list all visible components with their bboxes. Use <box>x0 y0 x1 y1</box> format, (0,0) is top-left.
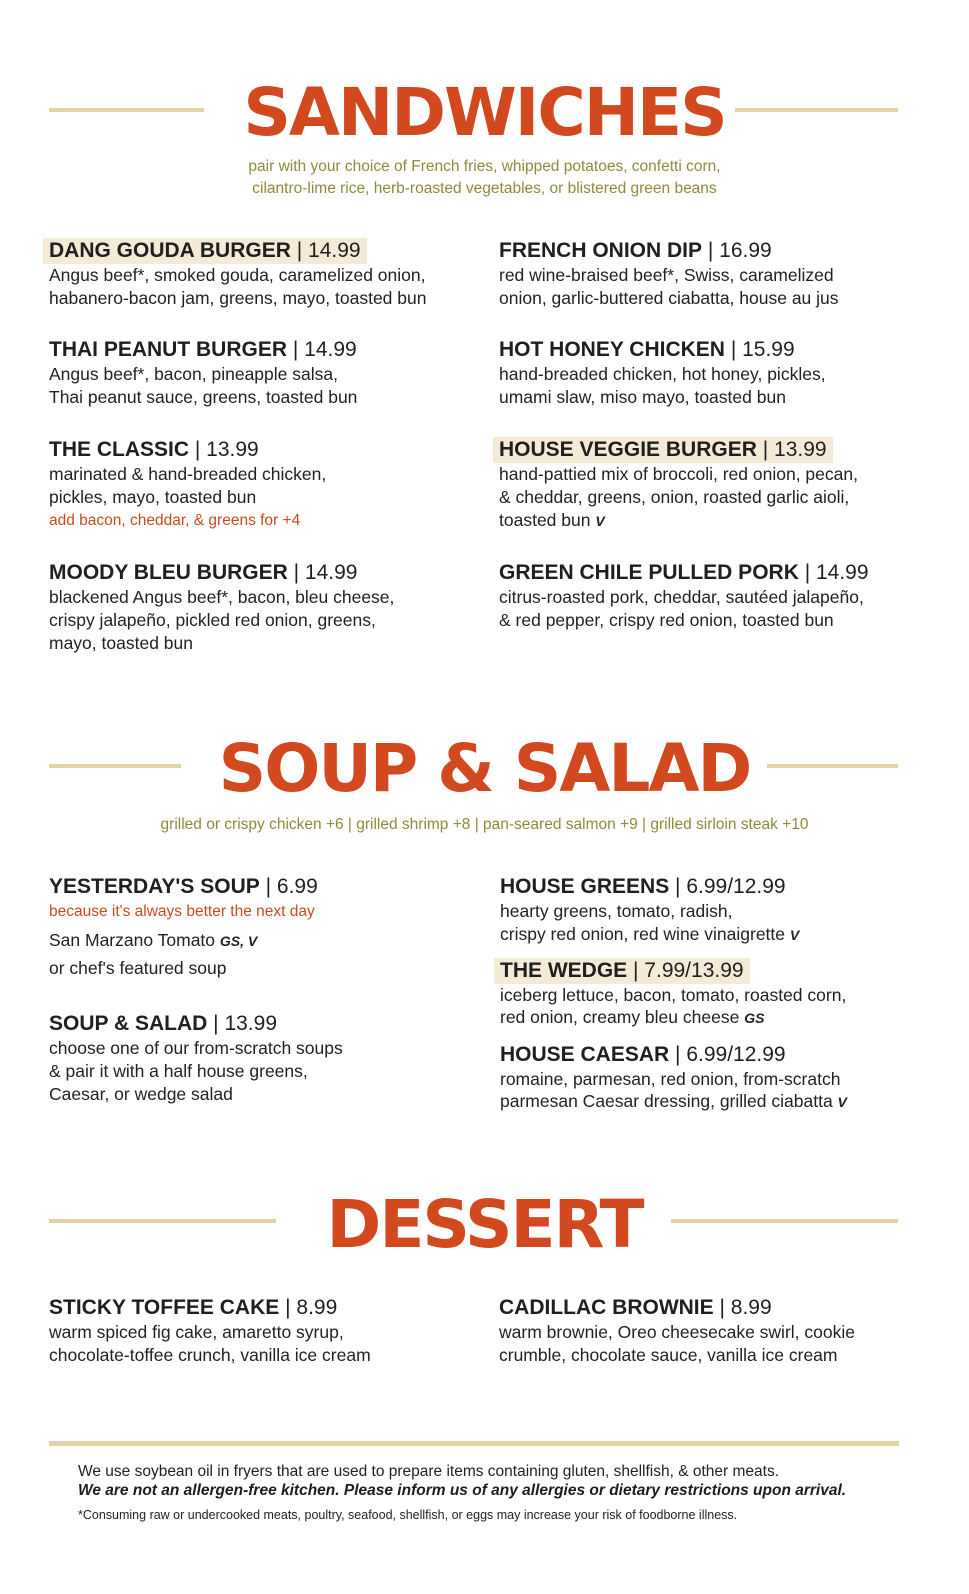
item-title <box>499 560 869 586</box>
menu-item-moody-bleu-burger <box>49 560 469 655</box>
item-name: YESTERDAY'S SOUP <box>49 875 260 898</box>
item-name: GREEN CHILE PULLED PORK <box>499 561 799 584</box>
item-desc-line: or chef's featured soup <box>49 958 227 978</box>
item-desc-line: Angus beef*, smoked gouda, caramelized onion, <box>49 265 426 285</box>
item-title <box>500 874 786 900</box>
item-name: HOUSE VEGGIE BURGER <box>499 438 757 461</box>
item-desc-line: pickles, mayo, toasted bun <box>49 487 257 507</box>
item-desc-text: toasted bun <box>499 510 591 530</box>
dietary-tag: V <box>789 927 800 943</box>
item-price: | 8.99 <box>719 1296 772 1319</box>
menu-item-house-caesar <box>500 1042 920 1113</box>
item-desc-line: umami slaw, miso mayo, toasted bun <box>499 387 786 407</box>
menu-item-thai-peanut-burger <box>49 337 469 409</box>
subtitle-line: pair with your choice of French fries, whipped potatoes, confetti corn, <box>248 158 721 175</box>
item-title <box>49 1011 277 1037</box>
dietary-tag: V <box>595 513 605 529</box>
item-title <box>499 238 772 264</box>
item-title <box>49 437 259 463</box>
item-title <box>49 1295 337 1321</box>
item-price: | 14.99 <box>804 561 869 584</box>
menu-item-yesterdays-soup <box>49 874 469 980</box>
item-name: FRENCH ONION DIP <box>499 239 703 262</box>
item-name: SOUP & SALAD <box>49 1012 208 1035</box>
item-name: STICKY TOFFEE CAKE <box>49 1296 280 1319</box>
subtitle-line: cilantro-lime rice, herb-roasted vegetables, or blistered green beans <box>252 180 717 197</box>
item-desc-line: blackened Angus beef*, bacon, bleu cheese, <box>49 587 395 607</box>
item-desc-text: red onion, creamy bleu cheese <box>500 1007 740 1027</box>
item-name: CADILLAC BROWNIE <box>499 1296 714 1319</box>
item-desc-line: hand-breaded chicken, hot honey, pickles, <box>499 364 826 384</box>
item-title <box>493 437 833 463</box>
allergen-notice <box>78 1462 908 1524</box>
item-name: THE WEDGE <box>500 959 628 982</box>
item-desc-line: & cheddar, greens, onion, roasted garlic aioli, <box>499 487 850 507</box>
item-desc-line: citrus-roasted pork, cheddar, sautéed jalapeño, <box>499 587 864 607</box>
item-addon: add bacon, cheddar, & greens for +4 <box>49 512 301 529</box>
item-desc-line: mayo, toasted bun <box>49 633 193 653</box>
item-desc-line: warm spiced fig cake, amaretto syrup, <box>49 1322 344 1342</box>
item-desc-text: San Marzano Tomato <box>49 930 216 950</box>
item-desc-line: & pair it with a half house greens, <box>49 1061 308 1081</box>
menu-item-soup-and-salad <box>49 1011 469 1106</box>
menu-item-the-classic <box>49 437 469 532</box>
item-price: | 6.99/12.99 <box>675 1043 786 1066</box>
item-desc-line: crispy jalapeño, pickled red onion, greens, <box>49 610 376 630</box>
item-name: HOT HONEY CHICKEN <box>499 338 725 361</box>
item-desc-line: & red pepper, crispy red onion, toasted bun <box>499 610 834 630</box>
item-name: THE CLASSIC <box>49 438 190 461</box>
item-title <box>499 337 795 363</box>
consumption-disclaimer: *Consuming raw or undercooked meats, poultry, seafood, shellfish, or eggs may increase your risk of foodborne illness. <box>78 1508 738 1522</box>
dessert-heading: DESSERT <box>326 1186 643 1263</box>
menu-item-cadillac-brownie <box>499 1295 919 1367</box>
item-price: | 14.99 <box>292 338 357 361</box>
allergen-warning: We are not an allergen-free kitchen. Please inform us of any allergies or dietary restrictions upon arrival. <box>78 1482 847 1499</box>
item-desc-line: red wine-braised beef*, Swiss, caramelized <box>499 265 834 285</box>
item-price: | 13.99 <box>762 438 827 461</box>
item-note: because it's always better the next day <box>49 903 315 920</box>
item-desc-line <box>499 509 919 533</box>
item-title <box>49 337 357 363</box>
dietary-tag: GS <box>744 1010 765 1026</box>
item-desc-text: parmesan Caesar dressing, grilled ciabatta <box>500 1091 833 1111</box>
item-title <box>499 1295 772 1321</box>
item-desc-line: romaine, parmesan, red onion, from-scratch <box>500 1069 841 1089</box>
item-title <box>500 1042 786 1068</box>
footer-divider <box>49 1441 899 1446</box>
item-desc-line: onion, garlic-buttered ciabatta, house au jus <box>499 288 839 308</box>
item-price: | 14.99 <box>293 561 358 584</box>
item-price: | 15.99 <box>730 338 795 361</box>
menu-item-french-onion-dip <box>499 238 919 310</box>
item-desc-line: choose one of our from-scratch soups <box>49 1038 343 1058</box>
item-price: | 13.99 <box>213 1012 277 1035</box>
menu-item-house-veggie-burger <box>499 437 919 533</box>
item-desc-line: Angus beef*, bacon, pineapple salsa, <box>49 364 338 384</box>
item-price: | 6.99/12.99 <box>675 875 786 898</box>
sandwiches-heading: SANDWICHES <box>243 74 726 151</box>
item-price: | 16.99 <box>707 239 772 262</box>
item-desc-line: habanero-bacon jam, greens, mayo, toasted bun <box>49 288 427 308</box>
item-price: | 7.99/13.99 <box>633 959 744 982</box>
item-title <box>494 958 750 984</box>
item-desc-line <box>500 1006 940 1029</box>
item-title <box>49 874 318 900</box>
item-desc-line: marinated & hand-breaded chicken, <box>49 464 327 484</box>
menu-item-green-chile-pulled-pork <box>499 560 939 632</box>
item-desc-line <box>500 1090 920 1113</box>
item-desc-line: iceberg lettuce, bacon, tomato, roasted corn, <box>500 985 847 1005</box>
item-name: THAI PEANUT BURGER <box>49 338 288 361</box>
item-desc-line: warm brownie, Oreo cheesecake swirl, cookie <box>499 1322 855 1342</box>
item-title <box>49 560 357 586</box>
item-desc-line <box>500 923 920 947</box>
dietary-tag: GS, V <box>219 933 258 949</box>
item-price: | 13.99 <box>194 438 259 461</box>
menu-item-house-greens <box>500 874 920 947</box>
fryer-oil-notice: We use soybean oil in fryers that are used to prepare items containing gluten, shellfish, & other meats. <box>78 1463 780 1480</box>
item-name: MOODY BLEU BURGER <box>49 561 288 584</box>
item-name: HOUSE CAESAR <box>500 1043 670 1066</box>
item-title <box>43 238 367 264</box>
item-desc-line: hand-pattied mix of broccoli, red onion, pecan, <box>499 464 858 484</box>
item-desc-text: crispy red onion, red wine vinaigrette <box>500 924 786 944</box>
item-desc-line: Thai peanut sauce, greens, toasted bun <box>49 387 358 407</box>
item-name: HOUSE GREENS <box>500 875 670 898</box>
item-price: | 8.99 <box>285 1296 338 1319</box>
menu-item-dang-gouda-burger <box>49 238 469 310</box>
item-desc-line <box>49 929 469 953</box>
menu-item-sticky-toffee-cake <box>49 1295 469 1367</box>
menu-item-the-wedge <box>500 958 940 1029</box>
item-desc-line: hearty greens, tomato, radish, <box>500 901 733 921</box>
dietary-tag: V <box>837 1094 847 1110</box>
item-desc-line: crumble, chocolate sauce, vanilla ice cream <box>499 1345 838 1365</box>
soup-salad-heading: SOUP & SALAD <box>218 730 751 807</box>
item-price: | 14.99 <box>296 239 361 262</box>
item-desc-line: chocolate-toffee crunch, vanilla ice cream <box>49 1345 371 1365</box>
item-price: | 6.99 <box>265 875 318 898</box>
item-name: DANG GOUDA BURGER <box>49 239 291 262</box>
sandwiches-subtitle <box>0 156 969 200</box>
menu-item-hot-honey-chicken <box>499 337 919 409</box>
item-desc-line: Caesar, or wedge salad <box>49 1084 233 1104</box>
soup-salad-subtitle: grilled or crispy chicken +6 | grilled shrimp +8 | pan-seared salmon +9 | grilled sirloin steak +10 <box>160 816 809 833</box>
